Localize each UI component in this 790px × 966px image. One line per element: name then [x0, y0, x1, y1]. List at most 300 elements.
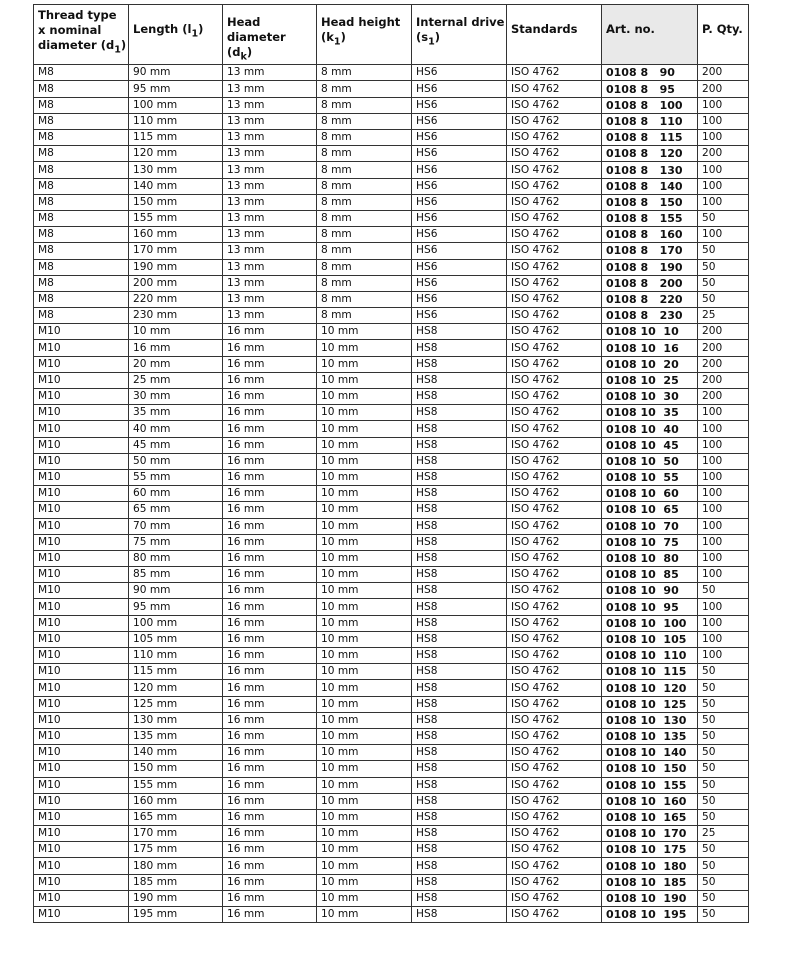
cell-length: 25 mm	[129, 372, 223, 388]
cell-p-qty: 100	[698, 502, 749, 518]
cell-p-qty: 100	[698, 469, 749, 485]
cell-p-qty: 200	[698, 146, 749, 162]
cell-standard: ISO 4762	[507, 356, 602, 372]
cell-internal-drive: HS8	[412, 356, 507, 372]
cell-internal-drive: HS8	[412, 648, 507, 664]
cell-head-height: 10 mm	[317, 745, 412, 761]
cell-p-qty: 25	[698, 308, 749, 324]
cell-standard: ISO 4762	[507, 421, 602, 437]
cell-p-qty: 100	[698, 599, 749, 615]
cell-thread: M10	[34, 518, 129, 534]
cell-standard: ISO 4762	[507, 696, 602, 712]
cell-head-diameter: 16 mm	[223, 858, 317, 874]
cell-internal-drive: HS8	[412, 809, 507, 825]
cell-length: 230 mm	[129, 308, 223, 324]
table-row	[34, 712, 749, 728]
cell-internal-drive: HS6	[412, 178, 507, 194]
cell-length: 20 mm	[129, 356, 223, 372]
cell-art-no: 0108 8 160	[602, 227, 698, 243]
cell-thread: M10	[34, 615, 129, 631]
header-head-height-subscript: 1	[333, 36, 341, 48]
cell-thread: M10	[34, 761, 129, 777]
cell-art-no: 0108 10 110	[602, 648, 698, 664]
header-head-diameter	[223, 5, 317, 65]
cell-p-qty: 200	[698, 389, 749, 405]
cell-p-qty: 100	[698, 550, 749, 566]
cell-internal-drive: HS8	[412, 453, 507, 469]
cell-head-height: 10 mm	[317, 842, 412, 858]
table-row	[34, 308, 749, 324]
cell-head-height: 10 mm	[317, 518, 412, 534]
cell-art-no: 0108 10 45	[602, 437, 698, 453]
cell-head-diameter: 16 mm	[223, 842, 317, 858]
cell-art-no: 0108 10 105	[602, 631, 698, 647]
cell-head-diameter: 13 mm	[223, 227, 317, 243]
cell-p-qty: 100	[698, 567, 749, 583]
cell-art-no: 0108 8 130	[602, 162, 698, 178]
cell-length: 125 mm	[129, 696, 223, 712]
cell-head-diameter: 16 mm	[223, 486, 317, 502]
cell-p-qty: 50	[698, 275, 749, 291]
cell-length: 155 mm	[129, 777, 223, 793]
table-row	[34, 291, 749, 307]
cell-standard: ISO 4762	[507, 65, 602, 81]
cell-internal-drive: HS8	[412, 890, 507, 906]
cell-length: 60 mm	[129, 486, 223, 502]
cell-head-diameter: 13 mm	[223, 162, 317, 178]
cell-art-no: 0108 8 220	[602, 291, 698, 307]
cell-p-qty: 100	[698, 421, 749, 437]
cell-head-height: 10 mm	[317, 826, 412, 842]
cell-internal-drive: HS8	[412, 324, 507, 340]
cell-standard: ISO 4762	[507, 745, 602, 761]
cell-internal-drive: HS8	[412, 874, 507, 890]
cell-head-height: 10 mm	[317, 567, 412, 583]
cell-internal-drive: HS8	[412, 907, 507, 923]
cell-length: 135 mm	[129, 728, 223, 744]
header-length-text: Length (l	[133, 22, 192, 36]
cell-head-height: 10 mm	[317, 793, 412, 809]
cell-head-diameter: 16 mm	[223, 664, 317, 680]
cell-standard: ISO 4762	[507, 291, 602, 307]
cell-length: 45 mm	[129, 437, 223, 453]
cell-standard: ISO 4762	[507, 340, 602, 356]
table-row	[34, 146, 749, 162]
cell-internal-drive: HS6	[412, 130, 507, 146]
cell-p-qty: 100	[698, 615, 749, 631]
cell-length: 120 mm	[129, 146, 223, 162]
cell-standard: ISO 4762	[507, 599, 602, 615]
cell-art-no: 0108 10 175	[602, 842, 698, 858]
cell-thread: M10	[34, 405, 129, 421]
cell-head-diameter: 16 mm	[223, 356, 317, 372]
cell-length: 130 mm	[129, 162, 223, 178]
cell-p-qty: 50	[698, 664, 749, 680]
cell-internal-drive: HS8	[412, 550, 507, 566]
table-row	[34, 696, 749, 712]
cell-thread: M10	[34, 437, 129, 453]
cell-internal-drive: HS6	[412, 308, 507, 324]
cell-standard: ISO 4762	[507, 777, 602, 793]
cell-internal-drive: HS6	[412, 162, 507, 178]
header-thread-subscript: 1	[114, 44, 121, 56]
header-internal-drive-line-1: Internal drive	[416, 15, 505, 29]
cell-art-no: 0108 10 30	[602, 389, 698, 405]
cell-p-qty: 50	[698, 680, 749, 696]
cell-head-diameter: 16 mm	[223, 890, 317, 906]
table-row	[34, 340, 749, 356]
header-head-height-paren: )	[340, 30, 346, 44]
cell-art-no: 0108 8 140	[602, 178, 698, 194]
table-row	[34, 178, 749, 194]
table-row	[34, 356, 749, 372]
cell-head-diameter: 16 mm	[223, 712, 317, 728]
cell-head-height: 10 mm	[317, 389, 412, 405]
cell-internal-drive: HS6	[412, 275, 507, 291]
cell-length: 95 mm	[129, 599, 223, 615]
cell-art-no: 0108 8 170	[602, 243, 698, 259]
cell-length: 150 mm	[129, 761, 223, 777]
cell-length: 90 mm	[129, 583, 223, 599]
cell-standard: ISO 4762	[507, 809, 602, 825]
cell-art-no: 0108 8 100	[602, 97, 698, 113]
cell-p-qty: 100	[698, 453, 749, 469]
cell-art-no: 0108 8 90	[602, 65, 698, 81]
cell-p-qty: 50	[698, 210, 749, 226]
cell-head-height: 10 mm	[317, 356, 412, 372]
cell-internal-drive: HS8	[412, 615, 507, 631]
cell-thread: M10	[34, 486, 129, 502]
header-thread-text: diameter (d	[38, 38, 115, 52]
cell-standard: ISO 4762	[507, 259, 602, 275]
cell-head-diameter: 16 mm	[223, 550, 317, 566]
cell-length: 30 mm	[129, 389, 223, 405]
cell-length: 200 mm	[129, 275, 223, 291]
cell-p-qty: 50	[698, 583, 749, 599]
cell-p-qty: 50	[698, 874, 749, 890]
header-head-height-line-1: Head height	[321, 15, 401, 29]
cell-head-diameter: 13 mm	[223, 97, 317, 113]
header-head-diameter-line-1: Head diameter	[227, 15, 286, 44]
cell-head-diameter: 13 mm	[223, 178, 317, 194]
cell-head-diameter: 16 mm	[223, 372, 317, 388]
cell-internal-drive: HS8	[412, 567, 507, 583]
cell-thread: M10	[34, 793, 129, 809]
table-row	[34, 437, 749, 453]
cell-art-no: 0108 10 60	[602, 486, 698, 502]
cell-length: 80 mm	[129, 550, 223, 566]
cell-thread: M10	[34, 340, 129, 356]
header-internal-drive-line-2	[416, 30, 506, 49]
cell-standard: ISO 4762	[507, 405, 602, 421]
cell-art-no: 0108 10 95	[602, 599, 698, 615]
cell-thread: M8	[34, 178, 129, 194]
cell-head-height: 10 mm	[317, 680, 412, 696]
cell-head-diameter: 16 mm	[223, 826, 317, 842]
cell-thread: M8	[34, 243, 129, 259]
cell-p-qty: 100	[698, 486, 749, 502]
table-row	[34, 210, 749, 226]
cell-art-no: 0108 10 90	[602, 583, 698, 599]
cell-standard: ISO 4762	[507, 453, 602, 469]
table-row	[34, 648, 749, 664]
cell-head-height: 8 mm	[317, 227, 412, 243]
cell-thread: M10	[34, 890, 129, 906]
table-row	[34, 259, 749, 275]
cell-head-height: 10 mm	[317, 502, 412, 518]
cell-thread: M8	[34, 113, 129, 129]
cell-art-no: 0108 10 155	[602, 777, 698, 793]
cell-head-height: 10 mm	[317, 728, 412, 744]
header-head-diameter-paren: )	[246, 45, 253, 59]
cell-thread: M8	[34, 146, 129, 162]
cell-head-diameter: 13 mm	[223, 210, 317, 226]
cell-head-height: 10 mm	[317, 858, 412, 874]
cell-art-no: 0108 8 230	[602, 308, 698, 324]
table-row	[34, 858, 749, 874]
cell-internal-drive: HS6	[412, 259, 507, 275]
cell-p-qty: 50	[698, 842, 749, 858]
header-internal-drive-paren: )	[434, 30, 441, 44]
cell-head-height: 10 mm	[317, 696, 412, 712]
cell-length: 70 mm	[129, 518, 223, 534]
table-row	[34, 81, 749, 97]
header-head-diameter-text: (d	[227, 45, 241, 59]
cell-p-qty: 50	[698, 890, 749, 906]
cell-thread: M10	[34, 712, 129, 728]
cell-p-qty: 50	[698, 777, 749, 793]
header-thread-type	[34, 5, 129, 65]
cell-length: 105 mm	[129, 631, 223, 647]
cell-length: 160 mm	[129, 793, 223, 809]
cell-thread: M10	[34, 631, 129, 647]
cell-internal-drive: HS8	[412, 680, 507, 696]
table-row	[34, 874, 749, 890]
cell-art-no: 0108 10 50	[602, 453, 698, 469]
cell-internal-drive: HS8	[412, 502, 507, 518]
cell-standard: ISO 4762	[507, 469, 602, 485]
cell-p-qty: 50	[698, 761, 749, 777]
cell-standard: ISO 4762	[507, 243, 602, 259]
cell-internal-drive: HS8	[412, 518, 507, 534]
table-row	[34, 907, 749, 923]
header-head-diameter-subscript: k	[240, 51, 247, 63]
cell-head-height: 8 mm	[317, 130, 412, 146]
cell-standard: ISO 4762	[507, 146, 602, 162]
header-length-paren: )	[198, 22, 204, 36]
cell-art-no: 0108 10 165	[602, 809, 698, 825]
cell-standard: ISO 4762	[507, 728, 602, 744]
cell-thread: M8	[34, 130, 129, 146]
header-head-height	[317, 5, 412, 65]
cell-head-height: 8 mm	[317, 210, 412, 226]
cell-internal-drive: HS8	[412, 486, 507, 502]
cell-length: 100 mm	[129, 97, 223, 113]
table-body	[34, 65, 749, 923]
cell-head-height: 10 mm	[317, 907, 412, 923]
cell-head-height: 10 mm	[317, 777, 412, 793]
cell-head-height: 8 mm	[317, 97, 412, 113]
cell-standard: ISO 4762	[507, 130, 602, 146]
cell-head-diameter: 16 mm	[223, 421, 317, 437]
cell-art-no: 0108 10 135	[602, 728, 698, 744]
cell-length: 35 mm	[129, 405, 223, 421]
table-row	[34, 631, 749, 647]
cell-internal-drive: HS8	[412, 372, 507, 388]
header-internal-drive	[412, 5, 507, 65]
cell-thread: M10	[34, 680, 129, 696]
cell-internal-drive: HS8	[412, 826, 507, 842]
cell-internal-drive: HS8	[412, 728, 507, 744]
cell-art-no: 0108 10 40	[602, 421, 698, 437]
cell-internal-drive: HS8	[412, 340, 507, 356]
cell-head-height: 10 mm	[317, 550, 412, 566]
cell-head-diameter: 16 mm	[223, 340, 317, 356]
cell-head-height: 10 mm	[317, 615, 412, 631]
cell-standard: ISO 4762	[507, 842, 602, 858]
cell-p-qty: 50	[698, 291, 749, 307]
cell-art-no: 0108 10 130	[602, 712, 698, 728]
cell-art-no: 0108 10 70	[602, 518, 698, 534]
cell-p-qty: 100	[698, 194, 749, 210]
cell-art-no: 0108 10 16	[602, 340, 698, 356]
cell-art-no: 0108 10 190	[602, 890, 698, 906]
cell-head-diameter: 13 mm	[223, 259, 317, 275]
header-thread-paren: )	[120, 38, 127, 52]
cell-head-diameter: 16 mm	[223, 389, 317, 405]
header-thread-line-2: x nominal	[38, 23, 102, 37]
cell-internal-drive: HS8	[412, 858, 507, 874]
cell-art-no: 0108 10 120	[602, 680, 698, 696]
cell-length: 50 mm	[129, 453, 223, 469]
cell-length: 165 mm	[129, 809, 223, 825]
cell-length: 180 mm	[129, 858, 223, 874]
cell-length: 170 mm	[129, 243, 223, 259]
cell-internal-drive: HS6	[412, 194, 507, 210]
cell-head-diameter: 16 mm	[223, 809, 317, 825]
cell-head-diameter: 16 mm	[223, 761, 317, 777]
table-row	[34, 550, 749, 566]
cell-head-diameter: 16 mm	[223, 680, 317, 696]
cell-standard: ISO 4762	[507, 486, 602, 502]
cell-thread: M10	[34, 550, 129, 566]
cell-head-height: 10 mm	[317, 534, 412, 550]
cell-p-qty: 200	[698, 372, 749, 388]
cell-head-diameter: 16 mm	[223, 534, 317, 550]
cell-standard: ISO 4762	[507, 907, 602, 923]
cell-head-height: 10 mm	[317, 437, 412, 453]
header-head-diameter-line-2	[227, 45, 316, 64]
cell-thread: M10	[34, 664, 129, 680]
cell-internal-drive: HS6	[412, 146, 507, 162]
cell-thread: M10	[34, 599, 129, 615]
cell-head-diameter: 13 mm	[223, 146, 317, 162]
cell-head-diameter: 16 mm	[223, 615, 317, 631]
table-row	[34, 842, 749, 858]
cell-thread: M8	[34, 194, 129, 210]
cell-internal-drive: HS6	[412, 243, 507, 259]
header-standards: Standards	[507, 5, 602, 65]
table-row	[34, 453, 749, 469]
cell-head-height: 10 mm	[317, 648, 412, 664]
cell-art-no: 0108 10 125	[602, 696, 698, 712]
cell-head-height: 10 mm	[317, 469, 412, 485]
cell-head-diameter: 16 mm	[223, 567, 317, 583]
cell-head-height: 10 mm	[317, 599, 412, 615]
cell-p-qty: 100	[698, 405, 749, 421]
cell-head-diameter: 16 mm	[223, 907, 317, 923]
cell-p-qty: 50	[698, 907, 749, 923]
cell-p-qty: 50	[698, 728, 749, 744]
cell-standard: ISO 4762	[507, 534, 602, 550]
cell-head-height: 8 mm	[317, 259, 412, 275]
header-internal-drive-subscript: 1	[428, 36, 435, 48]
cell-thread: M10	[34, 907, 129, 923]
cell-head-height: 8 mm	[317, 162, 412, 178]
table-row	[34, 826, 749, 842]
cell-length: 55 mm	[129, 469, 223, 485]
cell-head-diameter: 16 mm	[223, 453, 317, 469]
cell-art-no: 0108 8 115	[602, 130, 698, 146]
cell-thread: M8	[34, 259, 129, 275]
cell-p-qty: 100	[698, 178, 749, 194]
cell-standard: ISO 4762	[507, 583, 602, 599]
cell-art-no: 0108 10 150	[602, 761, 698, 777]
cell-art-no: 0108 10 160	[602, 793, 698, 809]
cell-art-no: 0108 10 80	[602, 550, 698, 566]
table-row	[34, 130, 749, 146]
cell-length: 85 mm	[129, 567, 223, 583]
table-row	[34, 469, 749, 485]
cell-head-height: 8 mm	[317, 194, 412, 210]
cell-thread: M10	[34, 389, 129, 405]
cell-p-qty: 50	[698, 793, 749, 809]
cell-thread: M10	[34, 648, 129, 664]
cell-art-no: 0108 10 25	[602, 372, 698, 388]
table-row	[34, 583, 749, 599]
cell-length: 155 mm	[129, 210, 223, 226]
table-row	[34, 275, 749, 291]
cell-thread: M10	[34, 567, 129, 583]
cell-p-qty: 100	[698, 130, 749, 146]
cell-length: 130 mm	[129, 712, 223, 728]
cell-p-qty: 50	[698, 809, 749, 825]
cell-thread: M8	[34, 275, 129, 291]
cell-head-diameter: 16 mm	[223, 502, 317, 518]
cell-head-height: 8 mm	[317, 65, 412, 81]
cell-art-no: 0108 10 35	[602, 405, 698, 421]
cell-head-height: 10 mm	[317, 890, 412, 906]
cell-internal-drive: HS8	[412, 421, 507, 437]
cell-length: 95 mm	[129, 81, 223, 97]
cell-art-no: 0108 10 55	[602, 469, 698, 485]
cell-internal-drive: HS8	[412, 761, 507, 777]
table-row	[34, 324, 749, 340]
table-row	[34, 227, 749, 243]
cell-p-qty: 50	[698, 858, 749, 874]
cell-art-no: 0108 8 95	[602, 81, 698, 97]
table-row	[34, 728, 749, 744]
cell-head-height: 10 mm	[317, 340, 412, 356]
cell-head-diameter: 13 mm	[223, 65, 317, 81]
header-art-no: Art. no.	[602, 5, 698, 65]
screw-specification-table	[33, 4, 749, 923]
cell-standard: ISO 4762	[507, 194, 602, 210]
table-row	[34, 97, 749, 113]
cell-standard: ISO 4762	[507, 275, 602, 291]
cell-art-no: 0108 10 140	[602, 745, 698, 761]
cell-internal-drive: HS8	[412, 745, 507, 761]
